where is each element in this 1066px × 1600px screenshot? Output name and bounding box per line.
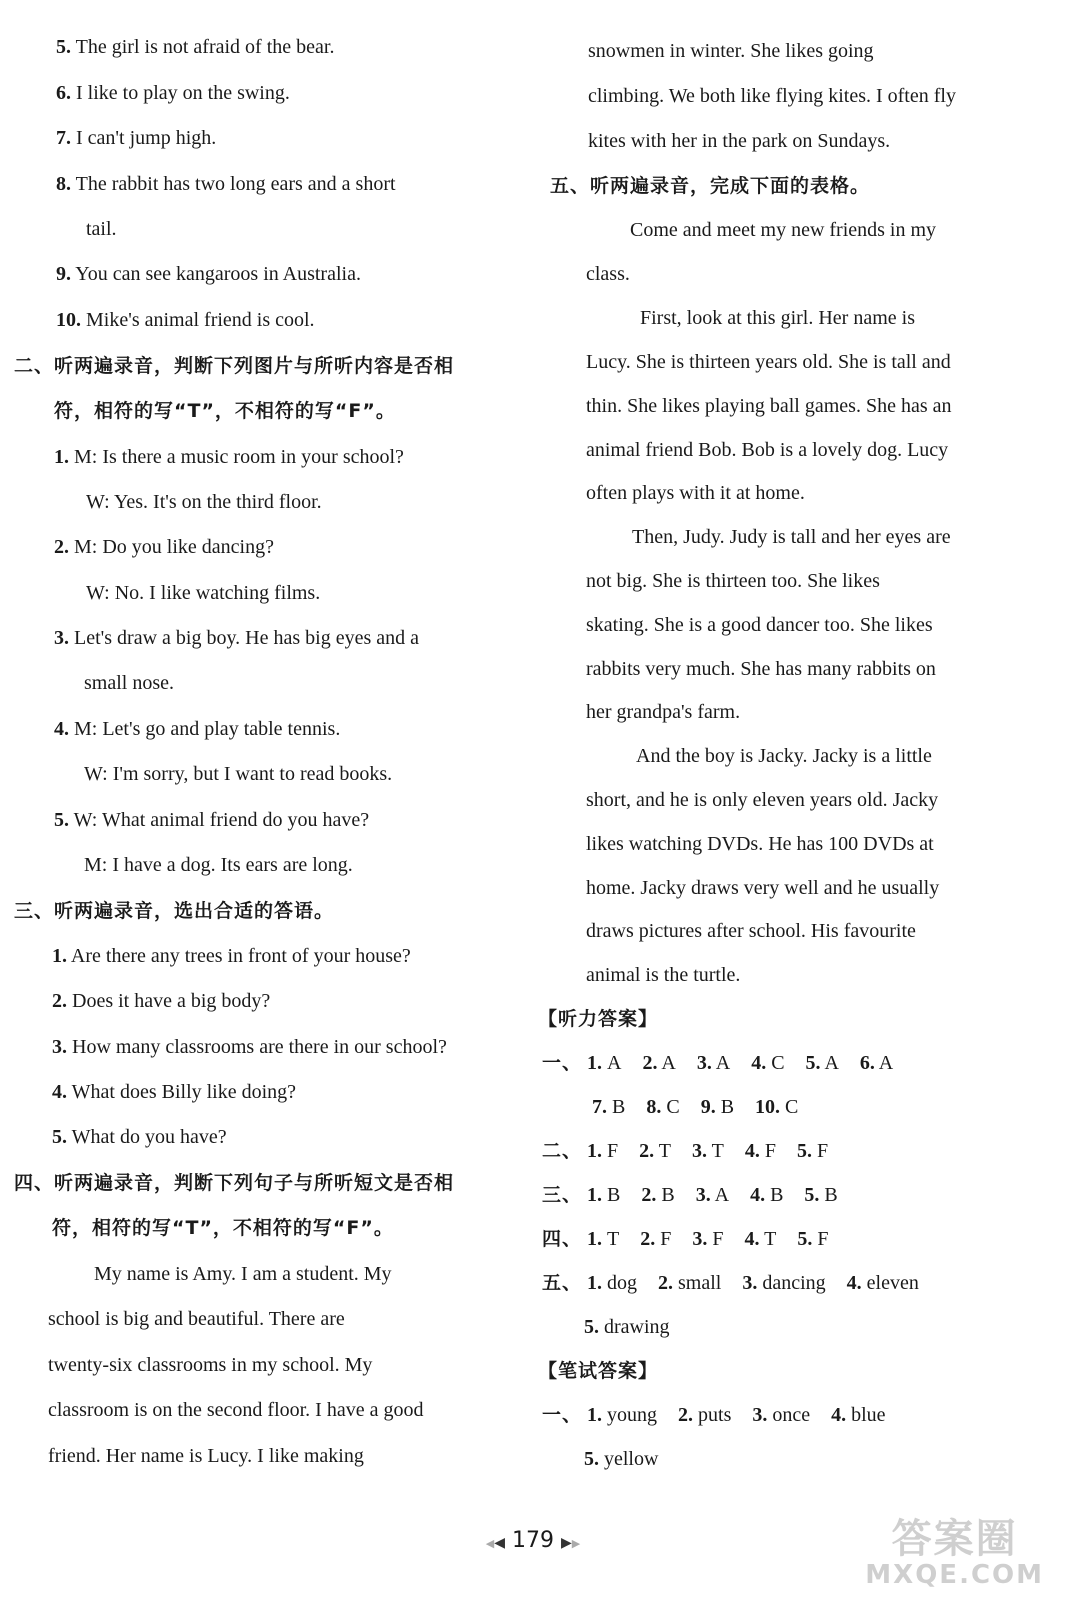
section-2-heading: 二、听两遍录音，判断下列图片与所听内容是否相 [14,355,455,377]
passage-line: skating. She is a good dancer too. She likes [586,614,933,636]
list-item: 8. The rabbit has two long ears and a short [56,173,396,195]
answer-row: 一、 1. A 2. A 3. A 4. C 5. A 6. A [542,1052,894,1074]
prev-arrow-icon: ◀ [494,1535,505,1551]
passage-line: friend. Her name is Lucy. I like making [48,1445,364,1467]
list-item: 1. Are there any trees in front of your house? [52,945,411,967]
answer-row: 二、 1. F 2. T 3. T 4. F 5. F [542,1140,829,1162]
list-item: 10. Mike's animal friend is cool. [56,309,315,331]
passage-line: short, and he is only eleven years old. Jacky [586,789,939,811]
passage-line: My name is Amy. I am a student. My [94,1263,392,1285]
passage-line: First, look at this girl. Her name is [640,307,915,329]
section-5-heading: 五、听两遍录音，完成下面的表格。 [550,175,871,197]
answer-row: 5. drawing [584,1316,670,1338]
passage-line: Come and meet my new friends in my [630,219,937,241]
prev-arrow-faint-icon: ◀ [485,1537,495,1550]
section-4-heading-cont: 符，相符的写“T”，不相符的写“F”。 [52,1217,394,1239]
list-item: 5. The girl is not afraid of the bear. [56,36,335,58]
passage-line: animal is the turtle. [586,964,741,986]
dialogue-line: 2. M: Do you like dancing? [54,536,274,558]
answer-row: 五、 1. dog 2. small 3. dancing 4. eleven [542,1272,919,1294]
passage-line: not big. She is thirteen too. She likes [586,570,880,592]
dialogue-line: 3. Let's draw a big boy. He has big eyes and a [54,627,419,649]
answer-row: 7. B 8. C 9. B 10. C [592,1096,799,1118]
dialogue-line: 1. M: Is there a music room in your school? [54,446,404,468]
passage-line: Then, Judy. Judy is tall and her eyes are [632,526,951,548]
passage-line: Lucy. She is thirteen years old. She is tall and [586,351,951,373]
dialogue-line: M: I have a dog. Its ears are long. [84,854,353,876]
dialogue-line: W: Yes. It's on the third floor. [86,491,322,513]
passage-line: snowmen in winter. She likes going [588,40,874,62]
section-2-heading-cont: 符，相符的写“T”，不相符的写“F”。 [54,400,396,422]
passage-line: kites with her in the park on Sundays. [588,130,891,152]
passage-line: class. [586,263,630,285]
passage-line: draws pictures after school. His favourite [586,920,916,942]
list-item: 2. Does it have a big body? [52,990,271,1012]
passage-line: classroom is on the second floor. I have a good [48,1399,424,1421]
passage-line: And the boy is Jacky. Jacky is a little [636,745,932,767]
answer-row: 三、 1. B 2. B 3. A 4. B 5. B [542,1184,838,1206]
dialogue-line: 4. M: Let's go and play table tennis. [54,718,341,740]
list-item: 6. I like to play on the swing. [56,82,290,104]
dialogue-line: 5. W: What animal friend do you have? [54,809,370,831]
section-4-heading: 四、听两遍录音，判断下列句子与所听短文是否相 [14,1172,455,1194]
passage-line: twenty-six classrooms in my school. My [48,1354,373,1376]
passage-line: her grandpa's farm. [586,701,741,723]
next-arrow-faint-icon: ▶ [571,1537,581,1550]
answer-row: 5. yellow [584,1448,659,1470]
answer-row: 四、 1. T 2. F 3. F 4. T 5. F [542,1228,829,1250]
passage-line: likes watching DVDs. He has 100 DVDs at [586,833,934,855]
dialogue-line: small nose. [84,672,174,694]
dialogue-line: W: I'm sorry, but I want to read books. [84,763,393,785]
listening-answers-heading: 【听力答案】 [538,1008,659,1030]
dialogue-line: W: No. I like watching films. [86,582,321,604]
watermark-logo: 答案圈 MXQE.COM [865,1516,1044,1590]
passage-line: animal friend Bob. Bob is a lovely dog. Lucy [586,439,949,461]
list-item: 7. I can't jump high. [56,127,217,149]
page-number: 179 [512,1528,554,1553]
answer-row: 一、 1. young 2. puts 3. once 4. blue [542,1404,886,1426]
list-item: 5. What do you have? [52,1126,227,1148]
passage-line: rabbits very much. She has many rabbits on [586,658,936,680]
section-3-heading: 三、听两遍录音，选出合适的答语。 [14,900,335,922]
passage-line: school is big and beautiful. There are [48,1308,345,1330]
passage-line: often plays with it at home. [586,482,805,504]
list-item: 9. You can see kangaroos in Australia. [56,263,361,285]
list-item: 4. What does Billy like doing? [52,1081,297,1103]
passage-line: climbing. We both like flying kites. I often fly [588,85,956,107]
passage-line: home. Jacky draws very well and he usually [586,877,940,899]
passage-line: thin. She likes playing ball games. She has an [586,395,952,417]
list-item-cont: tail. [86,218,117,240]
list-item: 3. How many classrooms are there in our school? [52,1036,447,1058]
written-answers-heading: 【笔试答案】 [538,1360,659,1382]
next-arrow-icon: ▶ [561,1535,572,1551]
